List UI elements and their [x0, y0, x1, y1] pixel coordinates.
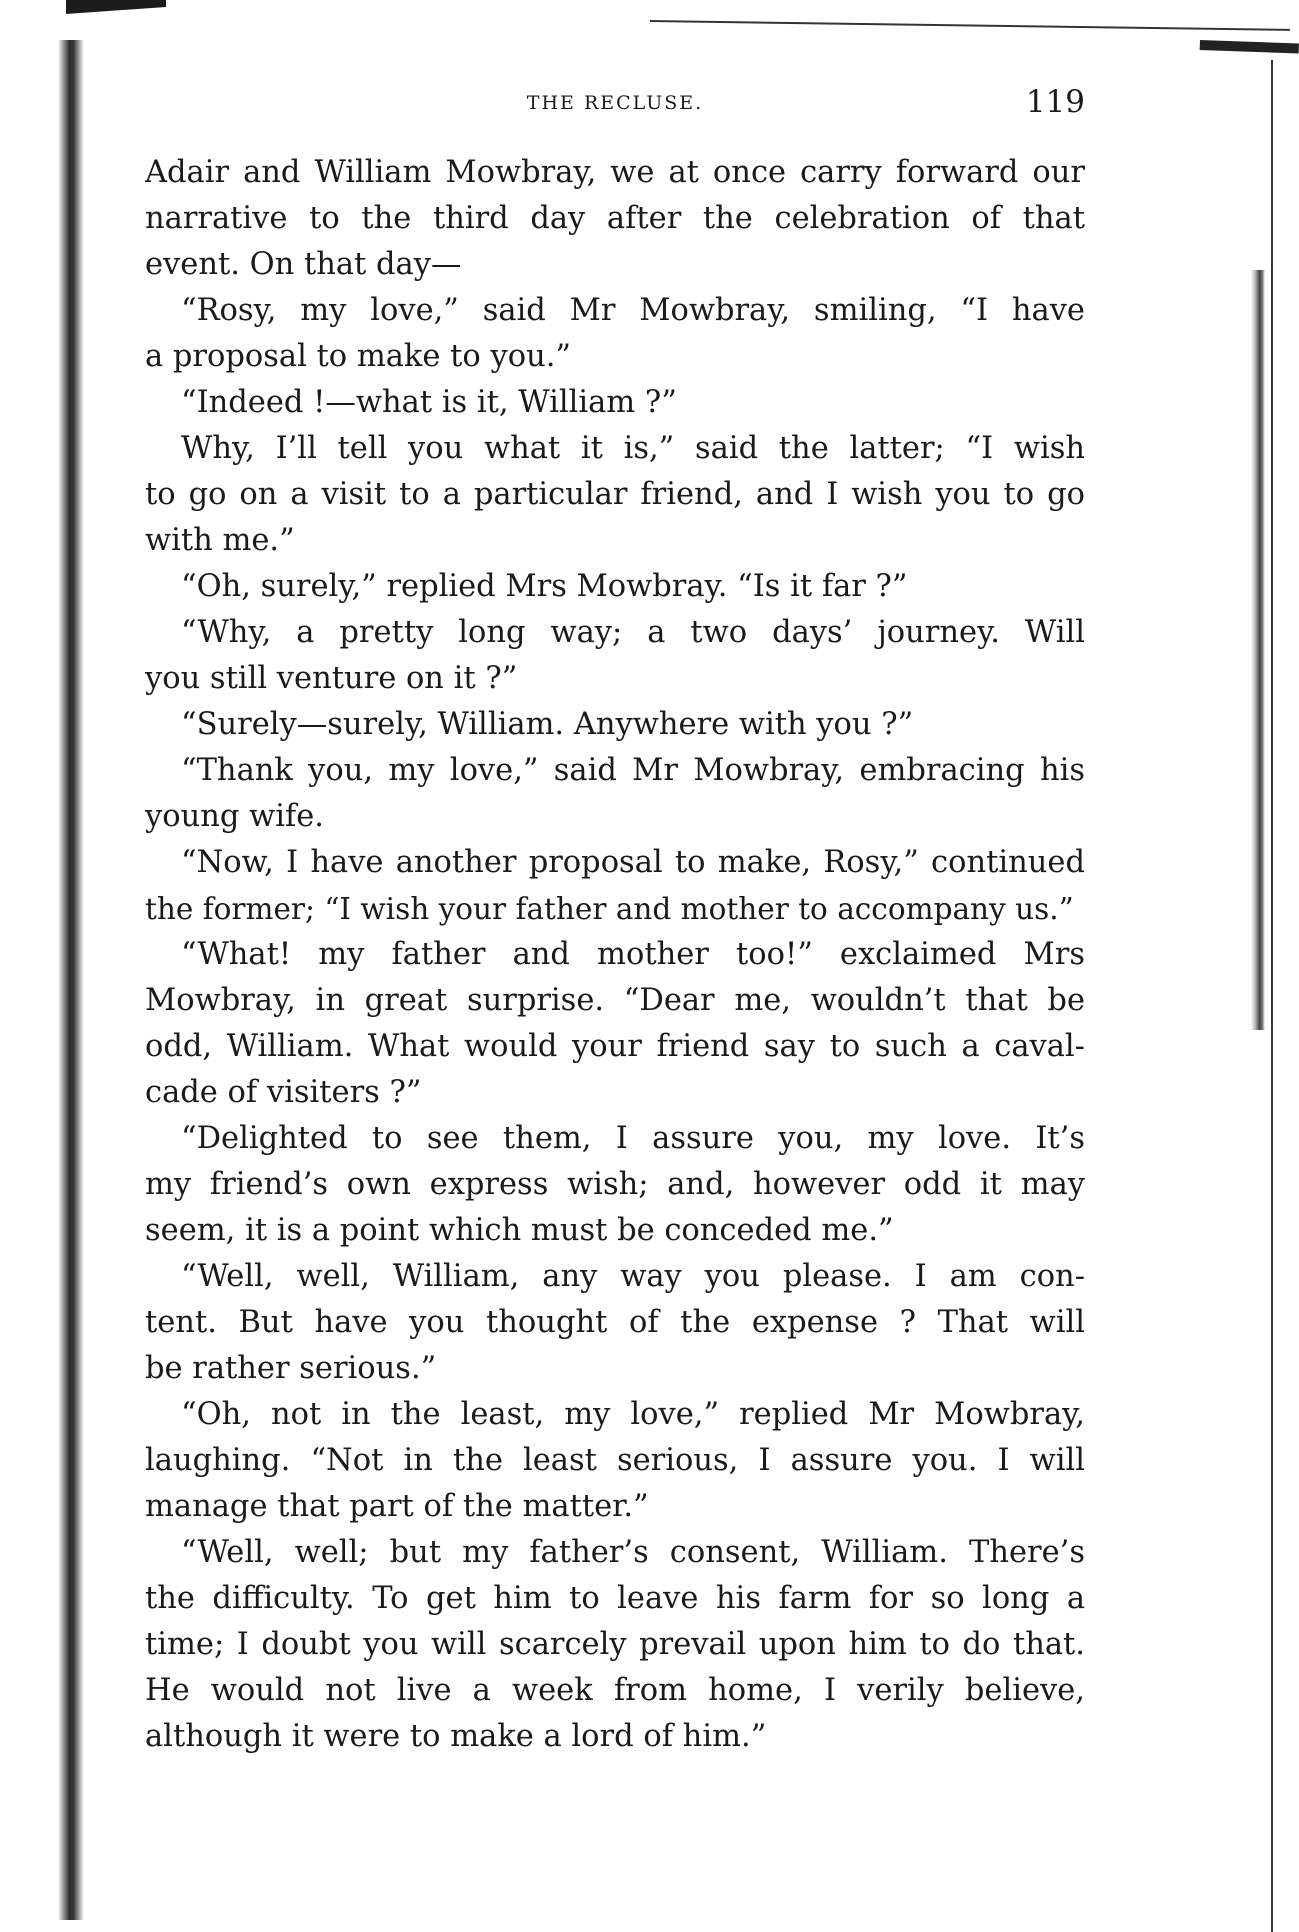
text-line: “Surely—surely, William. Anywhere with you ?” [181, 707, 914, 742]
text-line: seem, it is a point which must be conceded me.” [145, 1213, 894, 1248]
text-line: young wife. [145, 799, 324, 834]
text-line: “Thank you, my love,” said Mr Mowbray, embracing his [181, 753, 1085, 788]
text-line: laughing. “Not in the least serious, I assure you. I will [145, 1443, 1085, 1478]
text-line: a proposal to make to you.” [145, 339, 572, 374]
text-line: “Indeed !—what is it, William ?” [181, 385, 677, 420]
text-line: “Oh, not in the least, my love,” replied Mr Mowbray, [181, 1397, 1085, 1432]
text-line: Mowbray, in great surprise. “Dear me, wouldn’t that be [145, 983, 1085, 1018]
running-head [145, 84, 1085, 124]
text-line: Adair and William Mowbray, we at once carry forward our [145, 155, 1085, 190]
text-line: be rather serious.” [145, 1351, 437, 1386]
text-line: “Well, well, William, any way you please. I am con- [181, 1259, 1085, 1294]
text-line: manage that part of the matter.” [145, 1489, 649, 1524]
text-line: “Why, a pretty long way; a two days’ journey. Will [181, 615, 1085, 650]
text-line: “Oh, surely,” replied Mrs Mowbray. “Is it far ?” [181, 569, 908, 604]
text-line: although it were to make a lord of him.” [145, 1719, 767, 1754]
text-line: “What! my father and mother too!” exclaimed Mrs [181, 937, 1085, 972]
text-line: the difficulty. To get him to leave his farm for so long a [145, 1581, 1085, 1616]
text-line: my friend’s own express wish; and, however odd it may [145, 1167, 1085, 1202]
text-line: odd, William. What would your friend say to such a caval- [145, 1029, 1085, 1064]
binding-cap-shadow [66, 0, 166, 14]
text-line: time; I doubt you will scarcely prevail upon him to do that. [145, 1627, 1085, 1662]
text-line: narrative to the third day after the celebration of that [145, 201, 1085, 236]
top-edge-line [650, 20, 1290, 31]
text-line: to go on a visit to a particular friend, and I wish you to go [145, 477, 1085, 512]
text-line: cade of visiters ?” [145, 1075, 422, 1110]
text-line: tent. But have you thought of the expense ? That will [145, 1305, 1085, 1340]
running-title: THE RECLUSE. [526, 92, 704, 114]
text-line: with me.” [145, 523, 295, 558]
top-right-edge-mark [1200, 40, 1299, 53]
binding-shadow [58, 40, 84, 1920]
text-line: “Delighted to see them, I assure you, my love. It’s [181, 1121, 1085, 1156]
text-line: He would not live a week from home, I verily believe, [145, 1673, 1085, 1708]
text-line: “Rosy, my love,” said Mr Mowbray, smiling, “I have [181, 293, 1085, 328]
text-line: Why, I’ll tell you what it is,” said the latter; “I wish [181, 431, 1085, 466]
text-line: “Well, well; but my father’s consent, William. There’s [181, 1535, 1085, 1570]
text-line: the former; “I wish your father and mother to accompany us.” [145, 892, 1074, 926]
right-edge-shadow [1251, 270, 1265, 1030]
text-line: you still venture on it ?” [145, 661, 518, 696]
right-page-edge [1271, 60, 1273, 1932]
page-number: 119 [1025, 84, 1085, 120]
text-line: event. On that day— [145, 247, 462, 282]
text-line: “Now, I have another proposal to make, Rosy,” continued [181, 845, 1085, 880]
text-body [145, 150, 1085, 1760]
